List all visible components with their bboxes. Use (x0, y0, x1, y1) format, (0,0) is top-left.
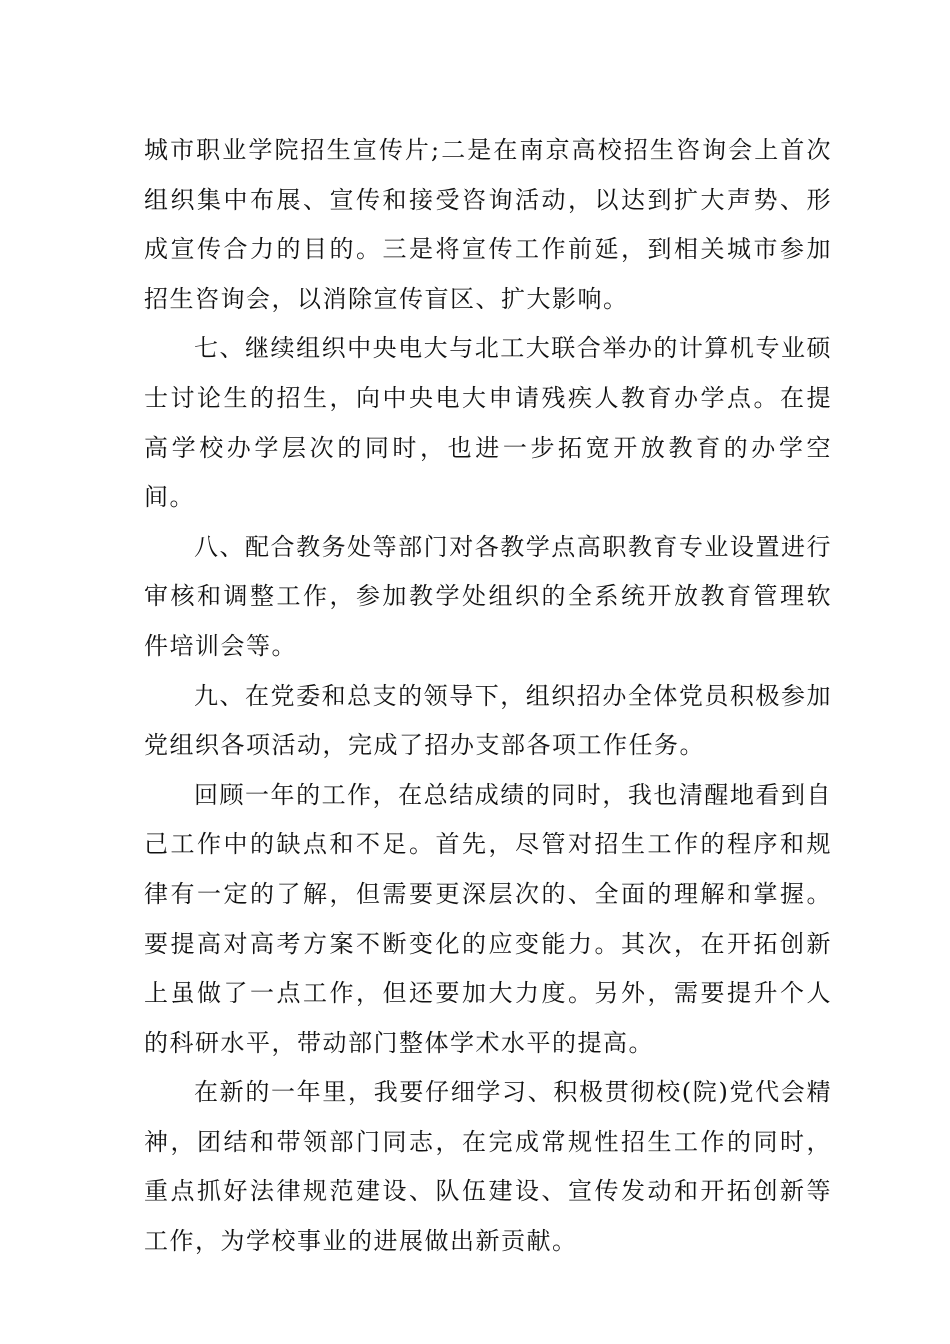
paragraph-continuation: 城市职业学院招生宣传片;二是在南京高校招生咨询会上首次组织集中布展、宣传和接受咨询活动，以达到扩大声势、形成宣传合力的目的。三是将宣传工作前延，到相关城市参加招生咨询会，以消除宣传盲区、扩大影响。 (144, 136, 832, 313)
document-body (144, 126, 832, 1267)
paragraph-item-seven: 七、继续组织中央电大与北工大联合举办的计算机专业硕士讨论生的招生，向中央电大申请残疾人教育办学点。在提高学校办学层次的同时，也进一步拓宽开放教育的办学空间。 (144, 334, 832, 512)
paragraph-review: 回顾一年的工作，在总结成绩的同时，我也清醒地看到自己工作中的缺点和不足。首先，尽管对招生工作的程序和规律有一定的了解，但需要更深层次的、全面的理解和掌握。要提高对高考方案不断变化的应变能力。其次，在开拓创新上虽做了一点工作，但还要加大力度。另外，需要提升个人的科研水平，带动部门整体学术水平的提高。 (144, 780, 832, 1057)
paragraph-item-nine: 九、在党委和总支的领导下，组织招办全体党员积极参加党组织各项活动，完成了招办支部各项工作任务。 (144, 681, 832, 760)
paragraph-new-year: 在新的一年里，我要仔细学习、积极贯彻校(院)党代会精神，团结和带领部门同志，在完成常规性招生工作的同时，重点抓好法律规范建设、队伍建设、宣传发动和开拓创新等工作，为学校事业的进展做出新贡献。 (144, 1078, 832, 1256)
paragraph-item-eight: 八、配合教务处等部门对各教学点高职教育专业设置进行审核和调整工作，参加教学处组织的全系统开放教育管理软件培训会等。 (144, 532, 832, 660)
